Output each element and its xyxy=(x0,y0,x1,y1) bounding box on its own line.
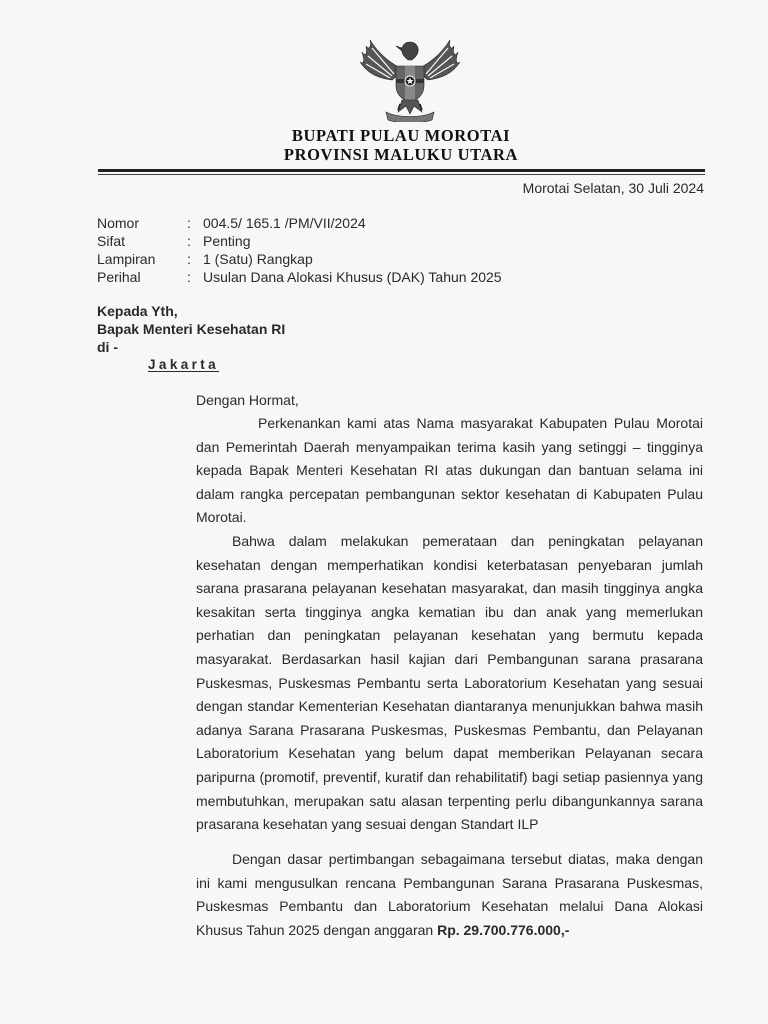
paragraph-3-text: Dengan dasar pertimbangan sebagaimana tersebut diatas, maka dengan ini kami mengusulkan rencana Pembangunan Sarana Prasarana Puskesmas, Puskesmas Pembantu dan Laboratorium Kesehatan melalui Dana Alokasi Khusus Tahun 2025 dengan anggaran xyxy=(196,851,703,938)
meta-separator: : xyxy=(187,215,191,231)
body-paragraph-3 xyxy=(196,848,703,942)
meta-separator: : xyxy=(187,233,191,249)
letterhead-subtitle: PROVINSI MALUKU UTARA xyxy=(283,145,519,164)
meta-row-nomor xyxy=(97,214,366,232)
meta-row-sifat xyxy=(97,232,250,250)
recipient-city: Jakarta xyxy=(148,357,220,372)
budget-amount: Rp. 29.700.776.000,- xyxy=(437,921,570,938)
letter-date: Morotai Selatan, 30 Juli 2024 xyxy=(522,180,704,196)
meta-label: Sifat xyxy=(97,233,126,249)
recipient-di: di - xyxy=(97,339,118,355)
meta-value: 1 (Satu) Rangkap xyxy=(203,251,313,267)
meta-row-lampiran xyxy=(97,250,313,268)
meta-label: Perihal xyxy=(97,269,141,285)
meta-value: Usulan Dana Alokasi Khusus (DAK) Tahun 2025 xyxy=(203,269,502,285)
meta-separator: : xyxy=(187,251,191,267)
meta-row-perihal xyxy=(97,268,502,286)
letterhead-rule-thick xyxy=(98,169,705,172)
recipient-salutation: Kepada Yth, xyxy=(97,303,178,319)
letterhead-rule-thin xyxy=(98,174,705,175)
meta-label: Nomor xyxy=(97,215,140,231)
meta-value: 004.5/ 165.1 /PM/VII/2024 xyxy=(203,215,366,231)
meta-value: Penting xyxy=(203,233,251,249)
meta-label: Lampiran xyxy=(97,251,156,267)
letterhead-title: BUPATI PULAU MOROTAI xyxy=(291,126,511,145)
meta-separator: : xyxy=(187,269,191,285)
greeting: Dengan Hormat, xyxy=(196,392,299,408)
recipient-name: Bapak Menteri Kesehatan RI xyxy=(97,321,286,337)
body-paragraph-2: Bahwa dalam melakukan pemerataan dan peningkatan pelayanan kesehatan dengan memperhatikan kondisi keterbatasan penyebaran jumlah sarana prasarana pelayanan kesehatan masyarakat, dan masih tingginya angka kesakitan serta tingginya angka kematian ibu dan anak yang memerlukan perhatian dan peningkatan pelayanan kesehatan yang bermutu kepada masyarakat. Berdasarkan hasil kajian dari Pembangunan sarana prasarana Puskesmas, Puskesmas Pembantu serta Laboratorium Kesehatan yang sesuai dengan standar Kementerian Kesehatan diantaranya menunjukkan bahwa masih adanya Sarana Prasarana Puskesmas, Puskesmas Pembantu, dan Pelayanan Laboratorium Kesehatan yang belum dapat memberikan Pelayanan secara paripurna (promotif, preventif, kuratif dan rehabilitatif) bagi setiap pasiennya yang membutuhkan, merupakan satu alasan terpenting perlu dibangunkannya sarana prasarana kesehatan yang sesuai dengan Standart ILP xyxy=(196,533,703,833)
garuda-emblem-icon xyxy=(358,34,462,122)
body-paragraph-1: Perkenankan kami atas Nama masyarakat Kabupaten Pulau Morotai dan Pemerintah Daerah menyampaikan terima kasih yang setinggi – tingginya kepada Bapak Menteri Kesehatan RI atas dukungan dan bantuan selama ini dalam rangka percepatan pembangunan sektor kesehatan di Kabupaten Pulau Morotai. xyxy=(196,415,703,526)
